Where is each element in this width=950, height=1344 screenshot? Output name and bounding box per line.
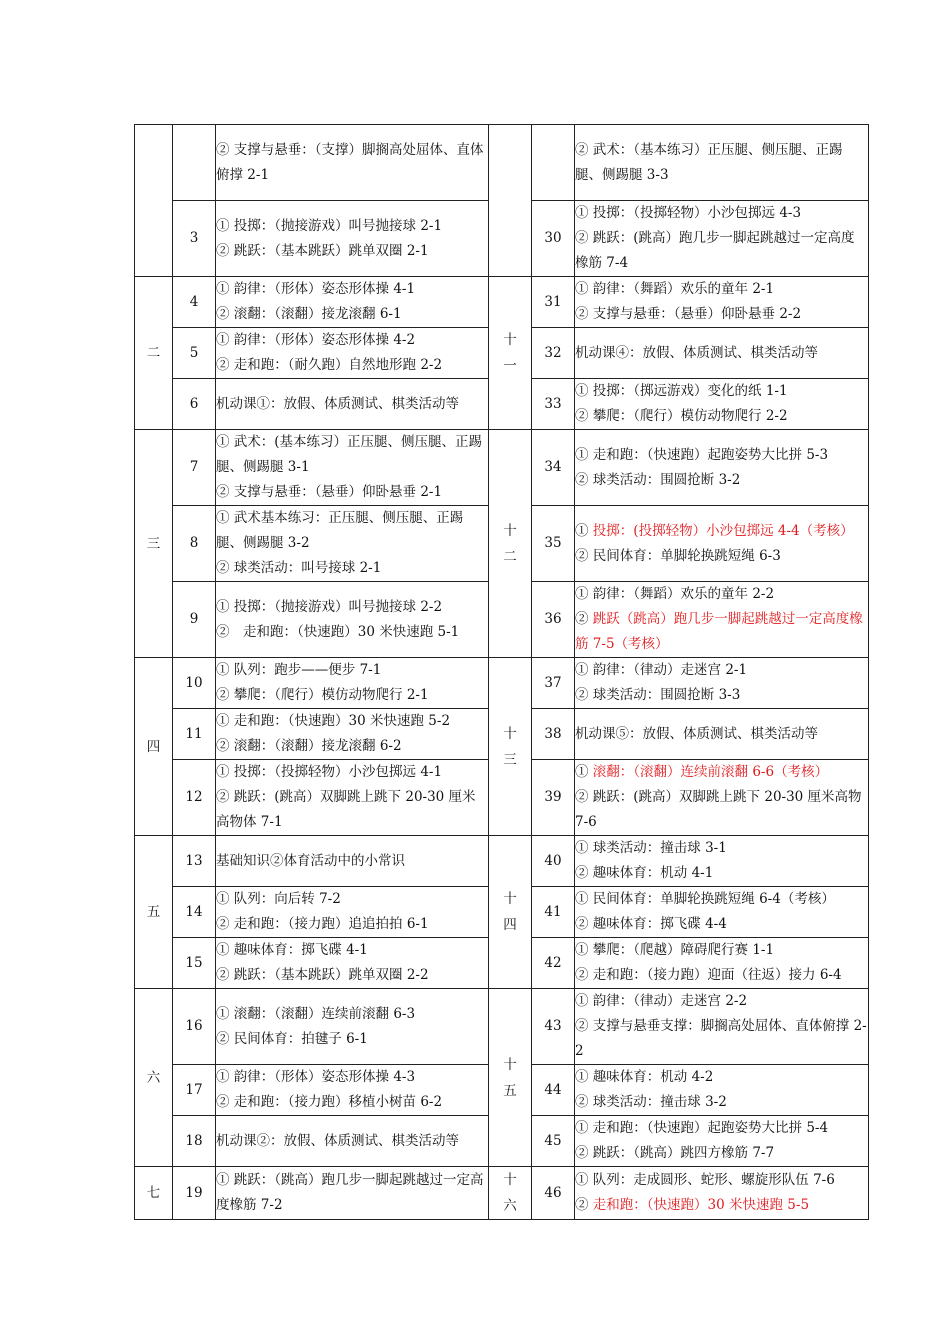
assessment-highlight: 跳跃（跳高）跑几步一脚起跳越过一定高度橡筋 7-5（考核）: [575, 611, 863, 652]
lesson-number: 4: [173, 277, 216, 328]
lesson-number: 9: [173, 582, 216, 658]
lesson-number: 17: [173, 1065, 216, 1116]
lesson-line: ② 跳跃：（基本跳跃）跳单双圈 2-2: [216, 967, 429, 983]
left-week-cell: [135, 836, 173, 989]
right-week-cell: [489, 658, 532, 836]
assessment-highlight: 滚翻：（滚翻）连续前滚翻 6-6（考核）: [592, 764, 829, 780]
lesson-line: ② 走和跑：（接力跑）迎面（往返）接力 6-4: [575, 967, 842, 983]
lesson-line: ② 跳跃：(跳高）跑几步一脚起跳越过一定高度橡筋 7-4: [575, 230, 855, 271]
lesson-content: [216, 709, 489, 760]
lesson-line: ② 走和跑：（耐久跑）自然地形跑 2-2: [216, 357, 443, 373]
lesson-line: ② 跳跃：(跳高）双脚跳上跳下 20-30 厘米高物体 7-1: [216, 789, 476, 830]
lesson-number: 42: [532, 938, 575, 989]
lesson-line: ① 民间体育：单脚轮换跳短绳 6-4（考核）: [575, 891, 835, 907]
lesson-line: ① 走和跑：（快速跑）起跑姿势大比拼 5-3: [575, 446, 829, 463]
lesson-number: 39: [532, 760, 575, 836]
lesson-line: ② 攀爬：（爬行）模仿动物爬行 2-1: [216, 687, 429, 703]
week-label: 十四: [503, 891, 517, 933]
left-week-cell: [135, 1167, 173, 1220]
lesson-content: [216, 887, 489, 938]
week-label: 二: [146, 345, 161, 361]
lesson-number: 12: [173, 760, 216, 836]
lesson-number: 40: [532, 836, 575, 887]
lesson-line: ① 投掷：（投掷轻物）小沙包掷远 4-1: [216, 764, 443, 780]
lesson-number: 45: [532, 1116, 575, 1167]
lesson-number: 33: [532, 379, 575, 430]
lesson-line: ② 民间体育：单脚轮换跳短绳 6-3: [575, 547, 781, 564]
table-row: [135, 1167, 869, 1220]
lesson-number: 38: [532, 709, 575, 760]
table-row: [135, 989, 869, 1065]
lesson-content: [575, 836, 869, 887]
lesson-line: ① 跳跃：（跳高）跑几步一脚起跳越过一定高度橡筋 7-2: [216, 1172, 484, 1213]
lesson-content: [575, 1065, 869, 1116]
lesson-line: ① 投掷：（投掷轻物）小沙包掷远 4-3: [575, 205, 802, 221]
lesson-content: [216, 201, 489, 277]
lesson-number: 5: [173, 328, 216, 379]
lesson-line: ① 走和跑：（快速跑）30 米快速跑 5-2: [216, 713, 451, 729]
lesson-line: ① 韵律：（律动）走迷宫 2-1: [575, 662, 748, 678]
lesson-line-marker: ②: [575, 1197, 593, 1213]
lesson-content: [216, 938, 489, 989]
lesson-content: [575, 328, 869, 379]
lesson-number: 43: [532, 989, 575, 1065]
lesson-line: ② 支撑与悬垂：（悬垂）仰卧悬垂 2-1: [216, 484, 443, 500]
lesson-line: ① 武术：(基本练习）正压腿、侧压腿、正踢腿、侧踢腿 3-1: [216, 434, 483, 475]
lesson-line: [575, 519, 868, 544]
lesson-line: ① 走和跑：（快速跑）起跑姿势大比拼 5-4: [575, 1120, 829, 1136]
lesson-number: 8: [173, 506, 216, 582]
lesson-number: 3: [173, 201, 216, 277]
lesson-content: [575, 760, 869, 836]
lesson-number: 41: [532, 887, 575, 938]
lesson-line: ① 趣味体育：掷飞碟 4-1: [216, 942, 368, 958]
lesson-line: ① 武术基本练习：正压腿、侧压腿、正踢腿、侧踢腿 3-2: [216, 510, 464, 551]
lesson-line-marker: ①: [575, 522, 593, 539]
lesson-line: ① 趣味体育：机动 4-2: [575, 1069, 714, 1085]
lesson-line: 机动课⑤：放假、体质测试、棋类活动等: [575, 725, 818, 742]
lesson-line: [575, 760, 868, 785]
lesson-line: ② 武术：（基本练习）正压腿、侧压腿、正踢腿、侧踢腿 3-3: [575, 141, 843, 183]
week-label: 十一: [503, 332, 517, 374]
lesson-line: ② 滚翻：（滚翻）接龙滚翻 6-2: [216, 738, 402, 754]
lesson-line: ① 韵律：（舞蹈）欢乐的童年 2-1: [575, 281, 775, 297]
lesson-number: 16: [173, 989, 216, 1065]
lesson-line: ② 支撑与悬垂：（悬垂）仰卧悬垂 2-2: [575, 306, 802, 322]
week-label: 四: [146, 738, 161, 755]
right-week-cell: [489, 277, 532, 430]
week-label: 十二: [503, 522, 517, 565]
table-row: [135, 836, 869, 887]
lesson-content: [216, 836, 489, 887]
right-week-cell: [489, 836, 532, 989]
lesson-number: 10: [173, 658, 216, 709]
lesson-content: [575, 125, 869, 201]
lesson-content: [575, 887, 869, 938]
lesson-line: ② 滚翻：（滚翻）接龙滚翻 6-1: [216, 306, 402, 322]
lesson-line: ① 韵律：（形体）姿态形体操 4-2: [216, 332, 416, 348]
lesson-line: ② 球类活动：围圆抢断 3-2: [575, 471, 741, 488]
lesson-number: 46: [532, 1167, 575, 1220]
lesson-content: [575, 658, 869, 709]
week-label: 十五: [503, 1056, 517, 1099]
assessment-highlight: 走和跑：（快速跑）30 米快速跑 5-5: [592, 1197, 810, 1213]
lesson-line: ② 走和跑：（接力跑）追追拍拍 6-1: [216, 916, 429, 932]
right-week-cell: [489, 1167, 532, 1220]
week-label: 三: [146, 535, 161, 552]
lesson-number: 15: [173, 938, 216, 989]
lesson-number: 37: [532, 658, 575, 709]
lesson-content: [216, 1065, 489, 1116]
table-row: [135, 658, 869, 709]
lesson-line: ① 韵律：（形体）姿态形体操 4-3: [216, 1069, 416, 1085]
lesson-number: 13: [173, 836, 216, 887]
lesson-content: [575, 1116, 869, 1167]
lesson-line: ② 跳跃：(跳高）双脚跳上跳下 20-30 厘米高物 7-6: [575, 789, 862, 830]
lesson-content: [575, 582, 869, 658]
lesson-content: [216, 1167, 489, 1220]
week-label: 十三: [503, 725, 517, 768]
lesson-content: [575, 379, 869, 430]
lesson-line: ① 队列：跑步——便步 7-1: [216, 662, 382, 678]
lesson-content: [575, 709, 869, 760]
lesson-number: 14: [173, 887, 216, 938]
lesson-line: ② 民间体育：拍毽子 6-1: [216, 1030, 368, 1047]
lesson-line: 机动课②：放假、体质测试、棋类活动等: [216, 1132, 459, 1149]
week-label: 十六: [503, 1172, 517, 1214]
right-week-cell: [489, 430, 532, 658]
lesson-number: [173, 125, 216, 201]
lesson-number: 11: [173, 709, 216, 760]
lesson-content: [216, 379, 489, 430]
lesson-number: 32: [532, 328, 575, 379]
week-label: 六: [146, 1069, 161, 1086]
assessment-highlight: 投掷：(投掷轻物）小沙包掷远 4-4（考核）: [592, 522, 854, 539]
lesson-line: ① 球类活动：撞击球 3-1: [575, 840, 727, 856]
week-label: 七: [146, 1185, 161, 1201]
lesson-number: 18: [173, 1116, 216, 1167]
left-week-cell: [135, 430, 173, 658]
lesson-content: [216, 328, 489, 379]
lesson-line: ② 走和跑：（接力跑）移植小树苗 6-2: [216, 1094, 443, 1110]
lesson-line: ② 跳跃：（跳高）跳四方橡筋 7-7: [575, 1145, 775, 1161]
schedule-table: [134, 124, 869, 1220]
lesson-line: [575, 1193, 868, 1218]
lesson-number: 35: [532, 506, 575, 582]
lesson-number: 31: [532, 277, 575, 328]
lesson-line: ① 滚翻：（滚翻）连续前滚翻 6-3: [216, 1005, 416, 1022]
lesson-number: 44: [532, 1065, 575, 1116]
lesson-line: ② 跳跃：（基本跳跃）跳单双圈 2-1: [216, 242, 429, 259]
table-row: [135, 125, 869, 201]
lesson-number: 34: [532, 430, 575, 506]
left-week-cell: [135, 277, 173, 430]
lesson-line: ① 攀爬：（爬越）障碍爬行赛 1-1: [575, 942, 775, 958]
lesson-line: 机动课①：放假、体质测试、棋类活动等: [216, 395, 459, 412]
lesson-number: 36: [532, 582, 575, 658]
table-row: [135, 430, 869, 506]
right-week-cell: [489, 125, 532, 277]
lesson-content: [575, 938, 869, 989]
lesson-line-marker: ①: [575, 764, 593, 780]
lesson-line: ② 支撑与悬垂：（支撑）脚搁高处屈体、直体俯撑 2-1: [216, 141, 484, 183]
left-week-cell: [135, 989, 173, 1167]
lesson-content: [575, 430, 869, 506]
lesson-line: ① 投掷：（掷远游戏）变化的纸 1-1: [575, 383, 788, 399]
lesson-line: ① 投掷：（抛接游戏）叫号抛接球 2-1: [216, 217, 443, 234]
lesson-content: [216, 506, 489, 582]
right-week-cell: [489, 989, 532, 1167]
lesson-line: ② 走和跑：（快速跑）30 米快速跑 5-1: [216, 623, 460, 640]
lesson-number: 6: [173, 379, 216, 430]
lesson-line: ② 球类活动：叫号接球 2-1: [216, 560, 382, 576]
lesson-number: 19: [173, 1167, 216, 1220]
lesson-content: [575, 277, 869, 328]
lesson-content: [216, 1116, 489, 1167]
lesson-line: [575, 607, 868, 657]
lesson-content: [216, 582, 489, 658]
lesson-content: [216, 658, 489, 709]
left-week-cell: [135, 125, 173, 277]
lesson-content: [575, 989, 869, 1065]
lesson-content: [216, 125, 489, 201]
lesson-line: ① 韵律：（舞蹈）欢乐的童年 2-2: [575, 586, 775, 602]
lesson-content: [575, 506, 869, 582]
lesson-line: 机动课④：放假、体质测试、棋类活动等: [575, 344, 818, 361]
lesson-line: ② 趣味体育：掷飞碟 4-4: [575, 916, 727, 932]
lesson-content: [216, 760, 489, 836]
table-row: [135, 277, 869, 328]
lesson-line: ② 球类活动：撞击球 3-2: [575, 1094, 727, 1110]
lesson-line: ① 队列：向后转 7-2: [216, 891, 341, 907]
lesson-line: ② 攀爬：（爬行）模仿动物爬行 2-2: [575, 408, 788, 424]
lesson-line: ② 球类活动：围圆抢断 3-3: [575, 687, 741, 703]
left-week-cell: [135, 658, 173, 836]
lesson-number: [532, 125, 575, 201]
lesson-line: ② 趣味体育：机动 4-1: [575, 865, 714, 881]
lesson-line: 基础知识②体育活动中的小常识: [216, 852, 405, 869]
lesson-number: 7: [173, 430, 216, 506]
lesson-content: [216, 989, 489, 1065]
lesson-line: ① 韵律：（律动）走迷宫 2-2: [575, 993, 748, 1009]
lesson-line: ① 队列：走成圆形、蛇形、螺旋形队伍 7-6: [575, 1172, 835, 1188]
lesson-line: ② 支撑与悬垂支撑：脚搁高处屈体、直体俯撑 2-2: [575, 1018, 867, 1059]
lesson-number: 30: [532, 201, 575, 277]
lesson-content: [575, 1167, 869, 1220]
lesson-content: [216, 430, 489, 506]
lesson-line-marker: ②: [575, 611, 593, 627]
lesson-content: [216, 277, 489, 328]
lesson-content: [575, 201, 869, 277]
lesson-line: ① 投掷：（抛接游戏）叫号抛接球 2-2: [216, 598, 443, 615]
lesson-line: ① 韵律：（形体）姿态形体操 4-1: [216, 281, 416, 297]
week-label: 五: [146, 904, 161, 920]
